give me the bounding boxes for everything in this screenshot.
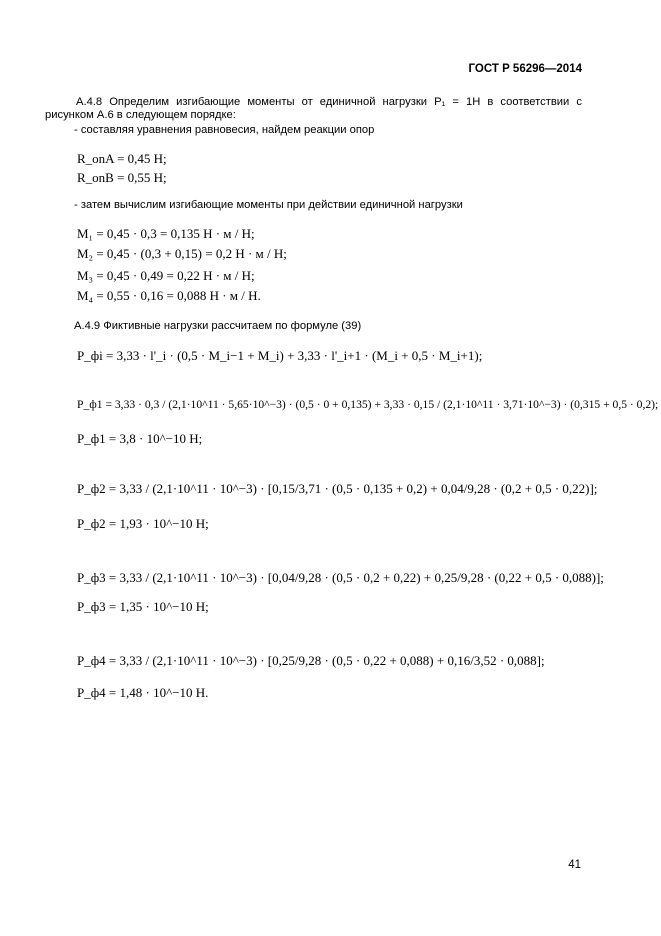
equation-p2-calculation: P_ф2 = 3,33 / (2,1·10^11 · 10^−3) · [0,15/3,71 · (0,5 · 0,135 + 0,2) + 0,04/9,28 · (0,2 + 0,5 · 0,22)]; [77,481,598,496]
equation-moment-3: M₃ = 0,45 · 0,49 = 0,22 Н · м / Н; [77,268,255,283]
equation-p4-result: P_ф4 = 1,48 · 10^−10 Н. [77,685,209,700]
equation-moment-2: M₂ = 0,45 · (0,3 + 0,15) = 0,2 Н · м / Н; [77,246,287,261]
equation-p3-result: P_ф3 = 1,35 · 10^−10 Н; [77,599,209,614]
paragraph-text: А.4.8 Определим изгибающие моменты от единичной нагрузки P₁ = 1Н в соответствии с рисунком А.6 в следующем порядке: [45,96,582,121]
section-a49-title: А.4.9 Фиктивные нагрузки рассчитаем по формуле (39) [74,320,362,332]
equation-moment-1: M₁ = 0,45 · 0,3 = 0,135 Н · м / Н; [77,226,255,241]
equation-p1-calculation: P_ф1 = 3,33 · 0,3 / (2,1·10^11 · 5,65·10^−3) · (0,5 · 0 + 0,135) + 3,33 · 0,15 / (2,1·10^11 · 3,71·10^−3) · (0,315 + 0,5 · 0,2); [77,398,659,411]
list-item-equilibrium: - составляя уравнения равновесия, найдем реакции опор [74,124,375,136]
equation-reaction-b: R_onB = 0,55 Н; [77,170,167,185]
equation-p1-result: P_ф1 = 3,8 · 10^−10 Н; [77,431,203,446]
page-number: 41 [568,859,581,871]
equation-general-formula: P_фi = 3,33 · l'_i · (0,5 · M_i−1 + M_i) + 3,33 · l'_i+1 · (M_i + 0,5 · M_i+1); [77,348,483,363]
equation-p3-calculation: P_ф3 = 3,33 / (2,1·10^11 · 10^−3) · [0,04/9,28 · (0,5 · 0,2 + 0,22) + 0,25/9,28 · (0,22 + 0,5 · 0,088)]; [77,570,604,585]
equation-p2-result: P_ф2 = 1,93 · 10^−10 Н; [77,516,209,531]
equation-reaction-a: R_onA = 0,45 Н; [77,151,167,166]
equation-moment-4: M₄ = 0,55 · 0,16 = 0,088 Н · м / Н. [77,288,261,303]
section-a48-paragraph [45,96,582,122]
equation-p4-calculation: P_ф4 = 3,33 / (2,1·10^11 · 10^−3) · [0,25/9,28 · (0,5 · 0,22 + 0,088) + 0,16/3,52 · 0,088]; [77,653,545,668]
list-item-moments: - затем вычислим изгибающие моменты при действии единичной нагрузки [74,199,463,211]
document-header: ГОСТ Р 56296—2014 [468,63,582,75]
